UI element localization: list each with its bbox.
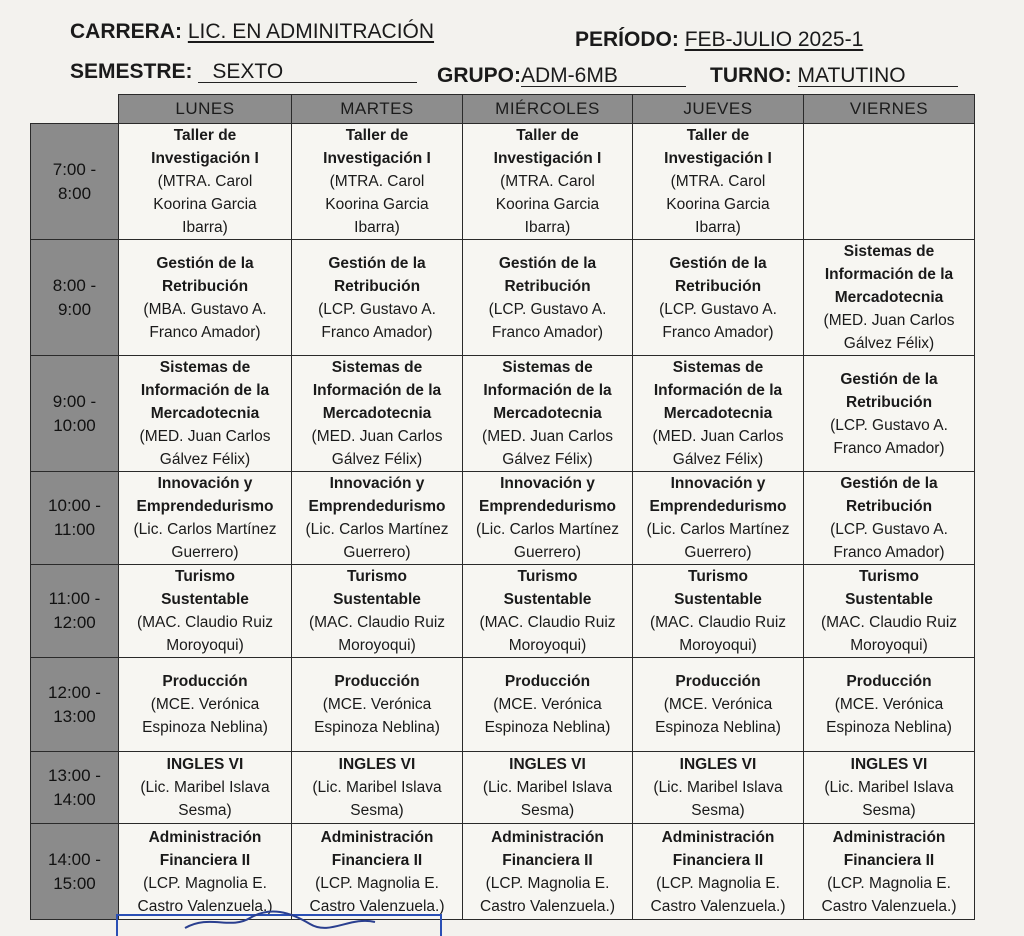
time-slot-line: 14:00 xyxy=(53,789,96,809)
subject-name: INGLES VI xyxy=(679,756,757,773)
professor-name: Sesma) xyxy=(862,802,916,819)
time-slot xyxy=(31,658,119,752)
professor-name: (MCE. Verónica xyxy=(663,696,773,713)
professor-name: Ibarra) xyxy=(695,219,741,236)
professor-name: Castro Valenzuela.) xyxy=(480,897,615,915)
professor-name: Franco Amador) xyxy=(491,323,604,341)
class-cell xyxy=(633,240,804,356)
subject-name: Sistemas de xyxy=(672,359,764,376)
subject-name: Producción xyxy=(675,673,761,690)
subject-name: Financiera II xyxy=(159,851,251,869)
class-cell xyxy=(119,472,292,565)
subject-name: Sistemas de xyxy=(843,243,935,260)
subject-name: Retribución xyxy=(845,498,933,515)
professor-name: (LCP. Gustavo A. xyxy=(830,521,948,538)
class-cell xyxy=(119,752,292,824)
subject-name: Administración xyxy=(491,828,604,846)
time-slot-line: 9:00 xyxy=(57,299,92,319)
subject-name: Retribución xyxy=(674,277,762,295)
professor-name: Franco Amador) xyxy=(321,323,433,341)
professor-name: Koorina Garcia xyxy=(325,196,429,213)
subject-name: Innovación y xyxy=(670,475,766,492)
professor-name: Sesma) xyxy=(520,802,575,819)
professor-name: Sesma) xyxy=(350,802,404,819)
professor-name: Gálvez Félix) xyxy=(843,335,935,352)
professor-name: Guerrero) xyxy=(513,544,582,561)
class-cell xyxy=(292,658,463,752)
subject-name: Investigación I xyxy=(664,150,772,167)
subject-name: Turismo xyxy=(859,568,919,585)
class-cell xyxy=(463,824,633,920)
subject-name: Sustentable xyxy=(674,591,762,608)
professor-name: (LCP. Gustavo A. xyxy=(488,300,607,318)
time-row xyxy=(31,824,975,920)
subject-name: Mercadotecnia xyxy=(834,289,944,306)
class-cell xyxy=(633,356,804,472)
subject-name: Retribución xyxy=(161,277,249,295)
subject-name: Sistemas de xyxy=(159,359,251,376)
class-cell xyxy=(119,565,292,658)
subject-name: INGLES VI xyxy=(338,756,416,773)
signature-scribble xyxy=(180,910,380,930)
day-header: JUEVES xyxy=(633,95,804,124)
subject-name: INGLES VI xyxy=(509,756,586,773)
professor-name: (LCP. Magnolia E. xyxy=(315,874,439,892)
professor-name: Espinoza Neblina) xyxy=(314,719,440,736)
subject-name: Sustentable xyxy=(845,591,933,608)
professor-name: Castro Valenzuela.) xyxy=(650,897,786,915)
professor-name: (MTRA. Carol xyxy=(670,173,766,190)
professor-name: (Lic. Maribel Islava xyxy=(653,779,783,796)
professor-name: Espinoza Neblina) xyxy=(826,719,952,736)
time-slot-line: 10:00 - xyxy=(48,496,101,515)
subject-name: Mercadotecnia xyxy=(493,405,602,422)
professor-name: Gálvez Félix) xyxy=(672,451,764,468)
subject-name: Emprendedurismo xyxy=(136,498,274,515)
professor-name: (LCP. Gustavo A. xyxy=(659,300,777,318)
time-row xyxy=(31,472,975,565)
professor-name: (MTRA. Carol xyxy=(157,173,253,190)
professor-name: (Lic. Carlos Martínez xyxy=(646,521,790,538)
class-cell xyxy=(804,658,975,752)
time-slot-line: 11:00 xyxy=(53,520,96,539)
professor-name: Franco Amador) xyxy=(662,323,774,341)
professor-name: Moroyoqui) xyxy=(166,637,244,654)
subject-name: Financiera II xyxy=(672,851,764,869)
professor-name: (Lic. Maribel Islava xyxy=(824,779,954,796)
time-slot-line: 12:00 - xyxy=(48,682,101,702)
professor-name: Castro Valenzuela.) xyxy=(821,897,957,915)
class-cell xyxy=(804,356,975,472)
time-slot xyxy=(31,824,119,920)
subject-name: Innovación y xyxy=(329,475,425,492)
class-cell xyxy=(463,356,633,472)
subject-name: Taller de xyxy=(345,127,409,144)
professor-name: Ibarra) xyxy=(354,219,400,236)
professor-name: (MCE. Verónica xyxy=(493,696,602,713)
class-cell xyxy=(463,240,633,356)
day-header: MARTES xyxy=(292,95,463,124)
professor-name: (MAC. Claudio Ruiz xyxy=(308,614,446,631)
time-slot-line: 13:00 - xyxy=(48,765,101,785)
professor-name: (Lic. Carlos Martínez xyxy=(133,521,277,538)
professor-name: Castro Valenzuela.) xyxy=(137,897,273,915)
professor-name: Ibarra) xyxy=(182,219,228,236)
periodo-value: FEB-JULIO 2025-1 xyxy=(684,28,864,51)
schedule-table xyxy=(30,94,975,920)
subject-name: Producción xyxy=(504,673,591,690)
grupo-label: GRUPO: xyxy=(437,64,521,87)
professor-name: (MAC. Claudio Ruiz xyxy=(479,614,616,631)
time-slot-line: 10:00 xyxy=(53,415,96,435)
carrera-field xyxy=(70,20,434,44)
time-row xyxy=(31,240,975,356)
professor-name: (MAC. Claudio Ruiz xyxy=(136,614,274,631)
subject-name: Producción xyxy=(162,673,248,690)
class-cell xyxy=(804,124,975,240)
professor-name: (MCE. Verónica xyxy=(322,696,432,713)
class-cell xyxy=(633,658,804,752)
time-row xyxy=(31,356,975,472)
carrera-label: CARRERA: xyxy=(70,20,182,43)
semestre-field xyxy=(70,60,417,84)
professor-name: Moroyoqui) xyxy=(679,637,757,654)
semestre-value: SEXTO xyxy=(198,62,417,83)
professor-name: Guerrero) xyxy=(684,544,752,561)
professor-name: Moroyoqui) xyxy=(508,637,587,654)
class-cell xyxy=(633,124,804,240)
professor-name: Sesma) xyxy=(178,802,232,819)
subject-name: Retribución xyxy=(504,277,591,295)
subject-name: Retribución xyxy=(333,277,421,295)
time-row xyxy=(31,565,975,658)
class-cell xyxy=(463,124,633,240)
subject-name: Retribución xyxy=(845,393,933,411)
time-slot-line: 15:00 xyxy=(53,873,96,893)
class-cell xyxy=(292,752,463,824)
subject-name: Gestión de la xyxy=(328,254,426,272)
professor-name: Guerrero) xyxy=(171,544,239,561)
time-slot xyxy=(31,124,119,240)
class-cell xyxy=(292,824,463,920)
professor-name: Espinoza Neblina) xyxy=(655,719,781,736)
class-cell xyxy=(463,752,633,824)
professor-name: Moroyoqui) xyxy=(338,637,416,654)
subject-name: Mercadotecnia xyxy=(150,405,260,422)
professor-name: Gálvez Félix) xyxy=(159,451,251,468)
professor-name: Castro Valenzuela.) xyxy=(309,897,445,915)
carrera-value: LIC. EN ADMINITRACIÓN xyxy=(187,20,435,43)
professor-name: (LCP. Gustavo A. xyxy=(318,300,436,318)
professor-name: (Lic. Carlos Martínez xyxy=(305,521,449,538)
professor-name: (MAC. Claudio Ruiz xyxy=(649,614,787,631)
professor-name: (Lic. Maribel Islava xyxy=(482,779,613,796)
class-cell xyxy=(804,472,975,565)
time-row xyxy=(31,658,975,752)
subject-name: Sistemas de xyxy=(331,359,423,376)
professor-name: Sesma) xyxy=(691,802,745,819)
subject-name: Emprendedurismo xyxy=(479,498,616,515)
subject-name: Financiera II xyxy=(331,851,423,869)
day-header: MIÉRCOLES xyxy=(463,95,633,124)
subject-name: Taller de xyxy=(686,127,750,144)
professor-name: (LCP. Magnolia E. xyxy=(485,874,610,892)
day-header: LUNES xyxy=(119,95,292,124)
professor-name: Franco Amador) xyxy=(833,544,945,561)
subject-name: Administración xyxy=(661,828,775,846)
subject-name: INGLES VI xyxy=(166,756,244,773)
time-slot-line: 12:00 xyxy=(53,613,96,632)
subject-name: Emprendedurismo xyxy=(649,498,787,515)
subject-name: Innovación y xyxy=(157,475,253,492)
grupo-field xyxy=(437,64,686,88)
class-cell xyxy=(633,752,804,824)
day-header-row xyxy=(31,95,975,124)
professor-name: (MED. Juan Carlos xyxy=(823,312,955,329)
turno-field xyxy=(710,64,958,88)
class-cell xyxy=(119,356,292,472)
subject-name: Financiera II xyxy=(502,851,593,869)
subject-name: Gestión de la xyxy=(156,254,254,272)
professor-name: (MED. Juan Carlos xyxy=(139,428,271,445)
time-slot xyxy=(31,472,119,565)
class-cell xyxy=(804,240,975,356)
professor-name: (MED. Juan Carlos xyxy=(311,428,443,445)
subject-name: Producción xyxy=(846,673,932,690)
class-cell xyxy=(804,824,975,920)
time-slot-line: 9:00 - xyxy=(52,391,97,411)
subject-name: Información de la xyxy=(824,266,954,283)
periodo-label: PERÍODO: xyxy=(575,28,679,51)
professor-name: (MTRA. Carol xyxy=(500,173,595,190)
time-slot xyxy=(31,240,119,356)
class-cell xyxy=(119,240,292,356)
subject-name: Innovación y xyxy=(500,475,595,492)
professor-name: (LCP. Magnolia E. xyxy=(827,874,951,892)
time-slot-line: 13:00 xyxy=(53,706,96,726)
professor-name: (MCE. Verónica xyxy=(150,696,260,713)
class-cell xyxy=(633,824,804,920)
professor-name: Koorina Garcia xyxy=(666,196,770,213)
time-slot-line: 8:00 - xyxy=(52,275,97,295)
professor-name: (Lic. Maribel Islava xyxy=(140,779,270,796)
class-cell xyxy=(633,472,804,565)
subject-name: Sustentable xyxy=(333,591,421,608)
subject-name: Investigación I xyxy=(323,150,431,167)
professor-name: (MCE. Verónica xyxy=(834,696,944,713)
professor-name: Koorina Garcia xyxy=(153,196,257,213)
subject-name: Información de la xyxy=(653,382,783,399)
subject-name: Gestión de la xyxy=(840,370,938,388)
time-slot xyxy=(31,356,119,472)
class-cell xyxy=(292,472,463,565)
grupo-value: ADM-6MB xyxy=(521,66,686,87)
class-cell xyxy=(292,240,463,356)
professor-name: (LCP. Gustavo A. xyxy=(830,416,948,434)
professor-name: (Lic. Carlos Martínez xyxy=(476,521,619,538)
professor-name: Koorina Garcia xyxy=(495,196,600,213)
time-slot-line: 11:00 - xyxy=(48,589,101,608)
subject-name: Gestión de la xyxy=(669,254,767,272)
subject-name: Taller de xyxy=(173,127,237,144)
schedule-header xyxy=(0,0,1024,92)
subject-name: Sustentable xyxy=(161,591,249,608)
professor-name: Moroyoqui) xyxy=(850,637,928,654)
class-cell xyxy=(463,472,633,565)
subject-name: Información de la xyxy=(483,382,612,399)
subject-name: Investigación I xyxy=(151,150,259,167)
subject-name: Información de la xyxy=(140,382,270,399)
class-cell xyxy=(119,658,292,752)
subject-name: Turismo xyxy=(688,568,748,585)
turno-value: MATUTINO xyxy=(798,66,958,87)
subject-name: Taller de xyxy=(516,127,579,144)
professor-name: Espinoza Neblina) xyxy=(142,719,268,736)
subject-name: Gestión de la xyxy=(498,254,597,272)
professor-name: Gálvez Félix) xyxy=(331,451,423,468)
professor-name: (MAC. Claudio Ruiz xyxy=(820,614,958,631)
professor-name: Espinoza Neblina) xyxy=(484,719,611,736)
subject-name: INGLES VI xyxy=(850,756,928,773)
professor-name: (MTRA. Carol xyxy=(329,173,425,190)
professor-name: (LCP. Magnolia E. xyxy=(143,874,267,892)
class-cell xyxy=(292,124,463,240)
class-cell xyxy=(119,824,292,920)
professor-name: Franco Amador) xyxy=(833,439,945,457)
subject-name: Investigación I xyxy=(493,150,602,167)
time-row xyxy=(31,752,975,824)
time-row xyxy=(31,124,975,240)
subject-name: Mercadotecnia xyxy=(322,405,432,422)
professor-name: (MED. Juan Carlos xyxy=(482,428,613,445)
subject-name: Gestión de la xyxy=(840,475,938,492)
periodo-field xyxy=(575,28,863,52)
time-slot-line: 7:00 - xyxy=(52,159,97,179)
subject-name: Financiera II xyxy=(843,851,935,869)
subject-name: Sistemas de xyxy=(502,359,593,376)
professor-name: Gálvez Félix) xyxy=(502,451,593,468)
professor-name: (MED. Juan Carlos xyxy=(652,428,784,445)
subject-name: Turismo xyxy=(347,568,407,585)
time-slot xyxy=(31,752,119,824)
subject-name: Información de la xyxy=(312,382,442,399)
turno-label: TURNO: xyxy=(710,64,792,87)
professor-name: (Lic. Maribel Islava xyxy=(312,779,442,796)
class-cell xyxy=(292,356,463,472)
class-cell xyxy=(804,752,975,824)
corner-cell xyxy=(31,95,119,124)
subject-name: Administración xyxy=(832,828,946,846)
subject-name: Turismo xyxy=(517,568,578,585)
day-header: VIERNES xyxy=(804,95,975,124)
class-cell xyxy=(804,565,975,658)
professor-name: (MBA. Gustavo A. xyxy=(143,300,267,318)
subject-name: Turismo xyxy=(175,568,235,585)
subject-name: Administración xyxy=(320,828,434,846)
professor-name: Ibarra) xyxy=(524,219,571,236)
professor-name: Franco Amador) xyxy=(149,323,261,341)
class-cell xyxy=(463,658,633,752)
subject-name: Sustentable xyxy=(503,591,592,608)
professor-name: (LCP. Magnolia E. xyxy=(656,874,780,892)
time-slot-line: 14:00 - xyxy=(48,849,101,869)
subject-name: Producción xyxy=(334,673,420,690)
subject-name: Administración xyxy=(148,828,262,846)
class-cell xyxy=(463,565,633,658)
subject-name: Emprendedurismo xyxy=(308,498,446,515)
professor-name: Guerrero) xyxy=(343,544,411,561)
class-cell xyxy=(119,124,292,240)
time-slot-line: 8:00 xyxy=(57,183,92,203)
class-cell xyxy=(633,565,804,658)
semestre-label: SEMESTRE: xyxy=(70,60,193,83)
time-slot xyxy=(31,565,119,658)
class-cell xyxy=(292,565,463,658)
subject-name: Mercadotecnia xyxy=(663,405,773,422)
